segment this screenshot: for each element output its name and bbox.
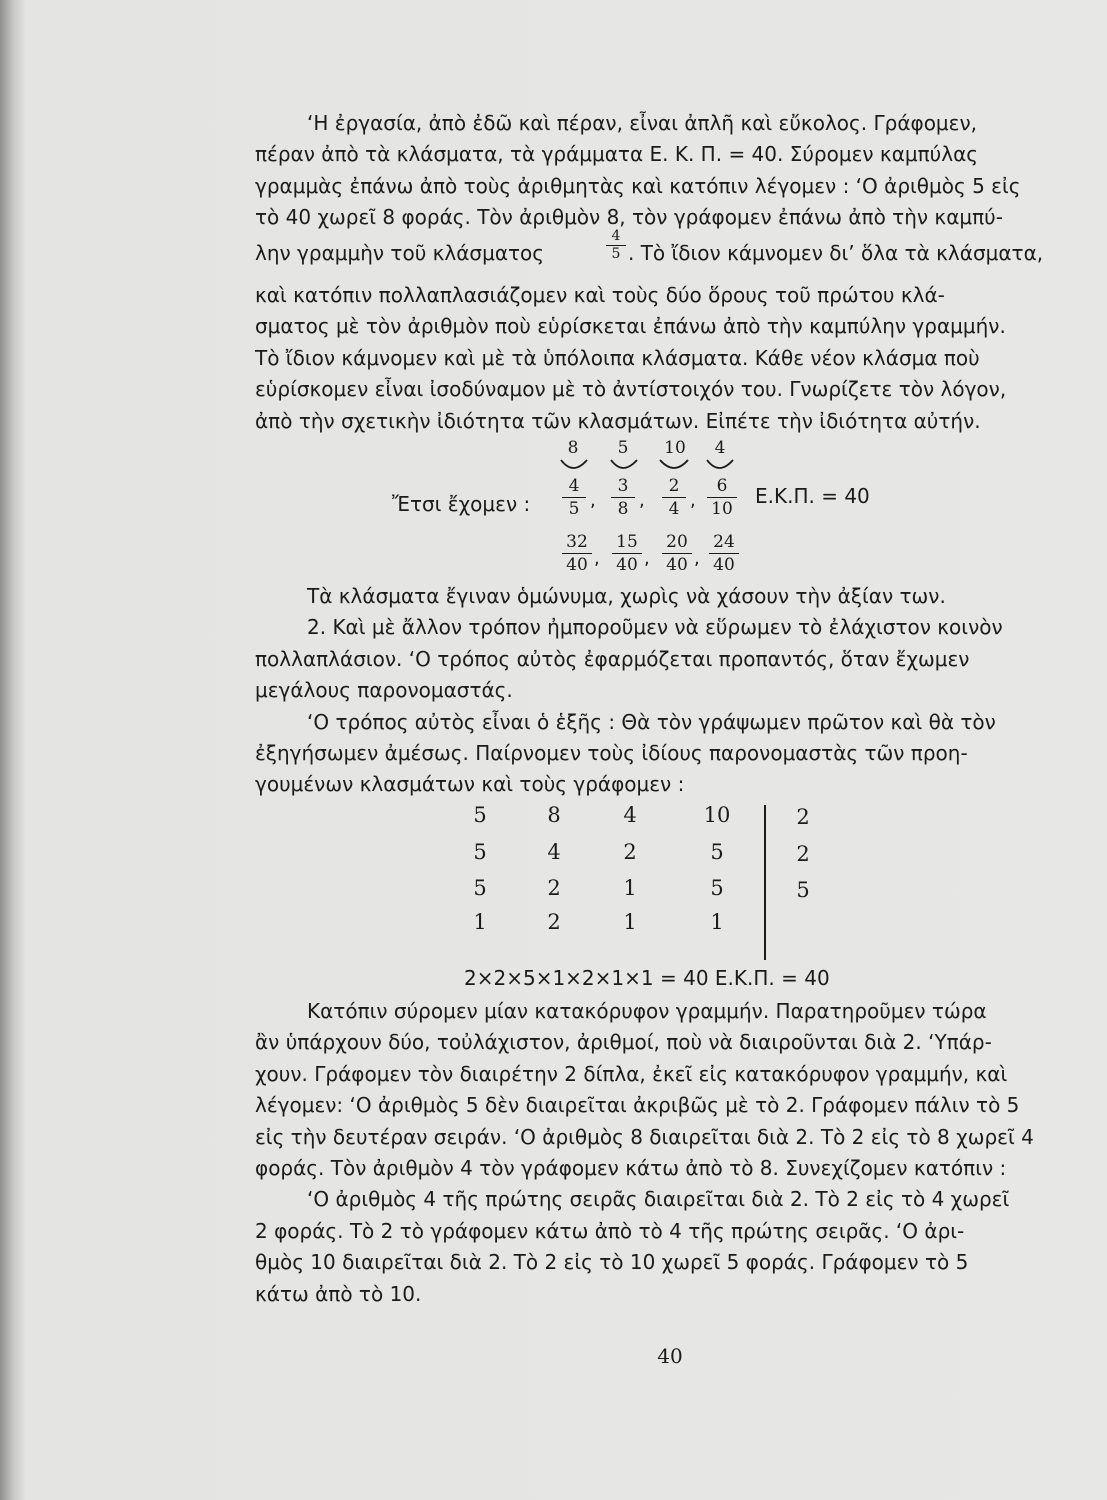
text-line: τὸ 40 χωρεῖ 8 φοράς. Τὸν ἀριθμὸν 8, τὸν γράφομεν ἐπάνω ἀπὸ τὴν καμπύ- [255,205,1003,230]
text-line: φοράς. Τὸν ἀριθμὸν 4 τὸν γράφομεν κάτω ἀπὸ τὸ 8. Συνεχίζομεν κατόπιν : [255,1156,1007,1181]
table-cell: 5 [473,876,487,900]
text-line: λέγομεν: ‘Ο ἀριθμὸς 5 δὲν διαιρεῖται ἀκριβῶς μὲ τὸ 2. Γράφομεν πάλιν τὸ 5 [255,1093,1020,1118]
result-fraction [612,531,642,576]
fraction-numerator: 4 [568,476,580,496]
text-segment: . Τὸ ἴδιον κάμνομεν δι’ ὅλα τὰ κλάσματα, [628,241,1044,265]
multiplier: 4 [714,438,726,458]
fraction-denominator: 40 [662,553,692,576]
text-line-with-fraction [255,241,544,265]
product-line: 2×2×5×1×2×1×1 = 40 Ε.Κ.Π. = 40 [464,966,830,990]
multiplier: 8 [567,438,579,458]
text-line: 2 φοράς. Τὸ 2 τὸ γράφομεν κάτω ἀπὸ τὸ 4 τῆς πρώτης σειρᾶς. ‘Ο ἀρι- [255,1218,965,1243]
divisor: 2 [796,805,810,829]
fraction [611,475,635,520]
table-cell: 5 [473,840,487,864]
table-cell: 8 [547,803,561,827]
multiplier: 10 [664,438,686,458]
text-line: εὑρίσκομεν εἶναι ἰσοδύναμον μὲ τὸ ἀντίστοιχόν του. Γνωρίζετε τὸν λόγον, [255,377,1007,402]
text-line: ‘Ο ἀριθμὸς 4 τῆς πρώτης σειρᾶς διαιρεῖται διὰ 2. Τὸ 2 εἰς τὸ 4 χωρεῖ [307,1187,1010,1212]
fraction-numerator: 2 [668,476,680,496]
text-line: γουμένων κλασμάτων καὶ τοὺς γράφομεν : [255,772,685,797]
fraction-denominator: 5 [606,245,626,263]
example-label: Ἔτσι ἔχομεν : [392,492,531,516]
table-cell: 2 [623,840,637,864]
fraction-denominator: 4 [662,497,686,520]
table-cell: 1 [623,910,637,934]
text-line: ‘Ο τρόπος αὐτὸς εἶναι ὁ ἑξῆς : Θὰ τὸν γράψωμεν πρῶτον καὶ θὰ τὸν [307,709,996,734]
comma: , [594,548,600,569]
table-cell: 1 [623,876,637,900]
inline-fraction [606,228,626,263]
fraction-numerator: 32 [566,532,588,552]
table-cell: 5 [473,803,487,827]
fraction-numerator: 6 [716,476,728,496]
result-fraction [662,531,692,576]
fraction-denominator: 5 [562,497,586,520]
table-cell: 10 [703,803,731,827]
text-line: χουν. Γράφομεν τὸν διαιρέτην 2 δίπλα, ἐκεῖ εἰς κατακόρυφον γραμμήν, καὶ [255,1061,1008,1086]
comma: , [694,548,700,569]
paragraph-intro [255,108,1090,234]
text-line: Κατόπιν σύρομεν μίαν κατακόρυφον γραμμήν. Παρατηροῦμεν τώρα [307,999,987,1023]
text-line: κάτω ἀπὸ τὸ 10. [255,1281,422,1306]
text-line: ἂν ὑπάρχουν δύο, τοὐλάχιστον, ἀριθμοί, ποὺ νὰ διαιροῦνται διὰ 2. ‘Υπάρ- [255,1030,992,1055]
fraction [662,475,686,520]
fraction-denominator: 40 [709,553,739,576]
divisor: 5 [796,878,810,902]
fraction [562,475,586,520]
table-cell: 4 [547,840,561,864]
text-line: ἀπὸ τὴν σχετικὴν ἰδιότητα τῶν κλασμάτων. Εἰπέτε τὴν ἰδιότητα αὐτήν. [255,408,981,433]
table-cell: 1 [473,910,487,934]
lcm-label: Ε.Κ.Π. = 40 [755,484,870,508]
text-line: Τὸ ἴδιον κάμνομεν καὶ μὲ τὰ ὑπόλοιπα κλάσματα. Κάθε νέον κλάσμα ποὺ [255,345,980,370]
fraction-numerator: 4 [611,228,621,244]
table-cell: 1 [710,910,724,934]
fraction-numerator: 3 [617,476,629,496]
paragraph-intro-continued [255,280,1090,437]
page-number: 40 [657,1344,683,1368]
curve-arc [561,460,587,468]
text-line: θμὸς 10 διαιρεῖται διὰ 2. Τὸ 2 εἰς τὸ 10 χωρεῖ 5 φοράς. Γράφομεν τὸ 5 [255,1250,969,1275]
comma: , [639,490,645,511]
text-line: ‘Η ἐργασία, ἀπὸ ἐδῶ καὶ πέραν, εἶναι ἀπλῆ καὶ εὔκολος. Γράφομεν, [307,111,977,135]
paragraph-method [255,581,1090,801]
text-line: γραμμὰς ἐπάνω ἀπὸ τοὺς ἀριθμητὰς καὶ κατόπιν λέγομεν : ‘Ο ἀριθμὸς 5 εἰς [255,173,1021,198]
fraction-numerator: 15 [616,532,638,552]
paragraph-explanation [255,996,1090,1310]
result-fraction [562,531,592,576]
fraction [707,475,737,520]
table-cell: 2 [547,876,561,900]
text-line: πολλαπλάσιον. ‘Ο τρόπος αὐτὸς ἐφαρμόζεται προπαντός, ὅταν ἔχωμεν [255,646,970,671]
text-line: σματος μὲ τὸν ἀριθμὸν ποὺ εὑρίσκεται ἐπάνω ἀπὸ τὴν καμπύλην γραμμήν. [255,314,1006,339]
fraction-denominator: 40 [562,553,592,576]
comma: , [690,490,696,511]
text-line: ἐξηγήσωμεν ἀμέσως. Παίρνομεν τοὺς ἰδίους παρονομαστὰς τῶν προη- [255,741,968,766]
text-line: μεγάλους παρονομαστάς. [255,678,513,703]
comma: , [644,548,650,569]
text-line: καὶ κατόπιν πολλαπλασιάζομεν καὶ τοὺς δύο ὅρους τοῦ πρώτου κλά- [255,283,945,307]
text-line: εἰς τὴν δευτέραν σειράν. ‘Ο ἀριθμὸς 8 διαιρεῖται διὰ 2. Τὸ 2 εἰς τὸ 8 χωρεῖ 4 [255,1124,1034,1149]
multiplier: 5 [617,438,629,458]
text-line: Τὰ κλάσματα ἔγιναν ὁμώνυμα, χωρὶς νὰ χάσουν τὴν ἀξίαν των. [307,584,946,608]
divisor: 2 [796,842,810,866]
fraction-denominator: 8 [611,497,635,520]
table-cell: 4 [623,803,637,827]
fraction-numerator: 20 [666,532,688,552]
fraction-denominator: 10 [707,497,737,520]
curve-arc [660,460,688,468]
fraction-numerator: 24 [713,532,735,552]
table-cell: 5 [710,840,724,864]
table-cell: 5 [710,876,724,900]
comma: , [590,490,596,511]
curve-arc [707,460,733,468]
text-segment: λην γραμμὴν τοῦ κλάσματος [255,241,545,265]
text-line: πέραν ἀπὸ τὰ κλάσματα, τὰ γράμματα Ε. Κ. Π. = 40. Σύρομεν καμπύλας [255,142,978,167]
result-fraction [709,531,739,576]
fraction-denominator: 40 [612,553,642,576]
table-cell: 2 [547,910,561,934]
vertical-divider-line [764,805,766,960]
text-line: 2. Καὶ μὲ ἄλλον τρόπον ἠμποροῦμεν νὰ εὕρωμεν τὸ ἐλάχιστον κοινὸν [307,615,1003,640]
text-segment-wrap [628,241,1043,265]
curve-arc [611,460,637,468]
